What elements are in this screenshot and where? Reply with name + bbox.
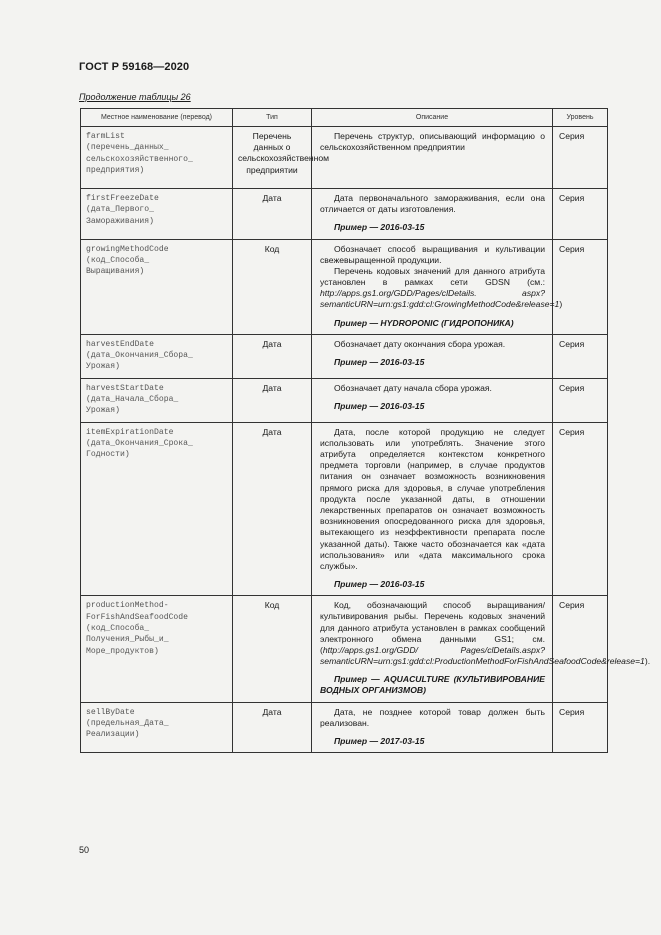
attribute-level: Серия (553, 702, 608, 753)
example-text: Пример — 2017-03-15 (334, 735, 425, 746)
column-header-description: Описание (312, 109, 553, 127)
table-header-row (81, 109, 608, 127)
column-header-name: Местное наименование (перевод) (81, 109, 233, 127)
attribute-description (312, 127, 553, 189)
attribute-description (312, 378, 553, 422)
table-row (81, 239, 608, 334)
attribute-type: Перечень данных о сельскохозяйственном предприятии (233, 127, 312, 189)
description-text: Обозначает дату окончания сбора урожая. (334, 338, 506, 349)
attribute-type: Дата (233, 189, 312, 240)
attributes-table (80, 108, 651, 753)
table-row (81, 334, 608, 378)
attribute-level: Серия (553, 422, 608, 595)
attribute-description (312, 422, 553, 595)
attribute-description (312, 702, 553, 753)
table-caption: Продолжение таблицы 26 (79, 92, 191, 102)
attribute-name: farmList (перечень_данных_ сельскохозяйственного_ предприятия) (81, 127, 233, 189)
example-text: Пример — 2016-03-15 (334, 222, 425, 233)
description-text (320, 265, 563, 311)
description-text-tail: ). (644, 656, 651, 667)
description-url: http://apps.gs1.org/GDD/Pages/clDetails. aspx?semanticURN=urn:gs1:gdd:cl:GrowingMethodCode&release=1 (320, 288, 560, 310)
attribute-level: Серия (553, 596, 608, 702)
attribute-level: Серия (553, 239, 608, 334)
description-text: Дата, после которой продукцию не следует использовать или употреблять. Значение этого атрибута определяется контекстом конкретного предмета торговли (например, в случае продуктов питания он означает возможность возникновения прямого риска для здоровья, в случае употребления продукта после указанной даты, в отношении лекарственных препаратов он означает возможность возникновения опосредованного риска для здоровья, вытекающего из неэффективности препарата после указанной даты). Также часто обозначается как «дата использования» или «дата максимального срока службы». (320, 426, 545, 571)
attribute-name: productionMethod- ForFishAndSeafoodCode (код_Способа_ Получения_Рыбы_и_ Море_продуктов) (81, 596, 233, 702)
description-text: Дата первоначального замораживания, если она отличается от даты изготовления. (320, 193, 545, 215)
description-text: Перечень структур, описывающий информацию о сельскохозяйственном предприятии (320, 131, 545, 153)
column-header-type: Тип (233, 109, 312, 127)
description-text-part: Перечень кодовых значений для данного атрибута установлен в рамках сети GDSN (см.: (320, 265, 545, 288)
attribute-name: harvestEndDate (дата_Окончания_Сбора_ Урожая) (81, 334, 233, 378)
table-row (81, 378, 608, 422)
page-number: 50 (79, 845, 90, 855)
table-row (81, 702, 608, 753)
description-text: Обозначает способ выращивания и культивации свежевыращенной продукции. (320, 243, 545, 265)
table-row (81, 127, 608, 189)
description-text: Обозначает дату начала сбора урожая. (334, 382, 492, 393)
attribute-type: Дата (233, 702, 312, 753)
description-url: http://apps.gs1.org/GDD/ Pages/clDetails.aspx?semanticURN=urn:gs1:gdd:cl:ProductionMethodForFishAndSeafoodCode&release=1 (320, 644, 645, 667)
example-text: Пример — AQUACULTURE (КУЛЬТИВИРОВАНИЕ ВОДНЫХ ОРГАНИЗМОВ) (320, 674, 545, 696)
attribute-type: Код (233, 239, 312, 334)
example-text: Пример — 2016-03-15 (334, 356, 425, 367)
attribute-description (312, 334, 553, 378)
attribute-type: Код (233, 596, 312, 702)
description-text-part: Код, обозначающий способ выращивания/культивирования рыбы. Перечень кодовых значений для данного атрибута установлен в рамках сообщений электронного обмена данными GS1; см. ( (320, 600, 545, 655)
attribute-type: Дата (233, 378, 312, 422)
example-text: Пример — HYDROPONIC (ГИДРОПОНИКА) (334, 317, 514, 328)
attribute-name: sellByDate (предельная_Дата_ Реализации) (81, 702, 233, 753)
attribute-description (312, 239, 563, 334)
example-text: Пример — 2016-03-15 (334, 400, 425, 411)
attribute-type: Дата (233, 334, 312, 378)
attribute-level: Серия (553, 127, 608, 189)
attribute-level: Серия (553, 378, 608, 422)
column-header-level: Уровень (553, 109, 608, 127)
attribute-name: growingMethodCode (код_Способа_ Выращивания) (81, 239, 233, 334)
example-text: Пример — 2016-03-15 (334, 579, 425, 590)
table-row (81, 596, 608, 702)
attribute-level: Серия (553, 189, 608, 240)
attribute-name: itemExpirationDate (дата_Окончания_Срока_ Годности) (81, 422, 233, 595)
attribute-level: Серия (553, 334, 608, 378)
attribute-name: harvestStartDate (дата_Начала_Сбора_ Урожая) (81, 378, 233, 422)
attribute-description (312, 189, 553, 240)
document-title: ГОСТ Р 59168—2020 (79, 61, 190, 73)
description-text-tail: ) (559, 299, 563, 310)
attribute-name: firstFreezeDate (дата_Первого_ Замораживания) (81, 189, 233, 240)
table-row (81, 422, 608, 595)
attribute-type: Дата (233, 422, 312, 595)
table-row (81, 189, 608, 240)
description-text: Дата, не позднее которой товар должен быть реализован. (320, 706, 545, 728)
